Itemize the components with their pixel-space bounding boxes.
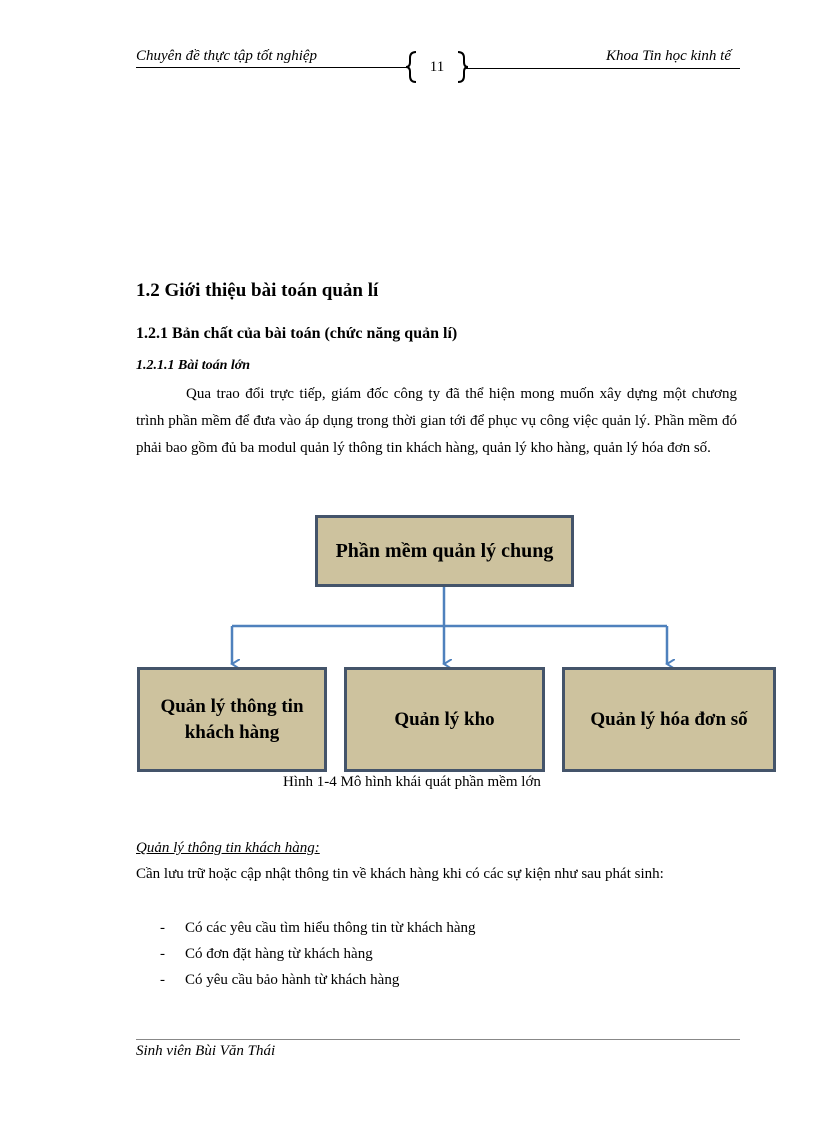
subsubsection-title: 1.2.1.1 Bài toán lớn bbox=[136, 358, 251, 373]
diagram-root-label: Phần mềm quản lý chung bbox=[335, 539, 554, 562]
bullet-dash: - bbox=[160, 920, 165, 936]
subsection-title: 1.2.1 Bản chất của bài toán (chức năng quản lí) bbox=[136, 325, 458, 342]
figure-caption: Hình 1-4 Mô hình khái quát phần mềm lớn bbox=[283, 774, 541, 790]
list-item-text: Có yêu cầu bảo hành từ khách hàng bbox=[185, 972, 400, 988]
list-item bbox=[160, 915, 476, 941]
diagram-invoice-box bbox=[562, 667, 776, 772]
header-left-title: Chuyên đề thực tập tốt nghiệp bbox=[136, 48, 318, 64]
header-right-title: Khoa Tin học kinh tế bbox=[606, 48, 731, 64]
diagram-warehouse-box bbox=[344, 667, 545, 772]
diagram-invoice-label: Quản lý hóa đơn số bbox=[590, 708, 748, 730]
list-item-text: Có các yêu cầu tìm hiểu thông tin từ khách hàng bbox=[185, 920, 476, 936]
diagram-warehouse-label: Quản lý kho bbox=[394, 708, 495, 730]
diagram-root-box bbox=[315, 515, 574, 587]
intro-paragraph: Qua trao đổi trực tiếp, giám đốc công ty đã thể hiện mong muốn xây dựng một chương trình phần mềm để đưa vào áp dụng trong thời gian tới để phục vụ công việc quản lý. Phần mềm đó phải bao gồm đủ ba modul quản lý thông tin khách hàng, quản lý kho hàng, quản lý hóa đơn số. bbox=[136, 386, 737, 456]
page-number: 11 bbox=[429, 59, 445, 75]
list-item bbox=[160, 941, 476, 967]
customer-section-title: Quản lý thông tin khách hàng: bbox=[136, 840, 320, 856]
customer-events-list bbox=[160, 915, 476, 993]
list-item bbox=[160, 967, 476, 993]
section-title: 1.2 Giới thiệu bài toán quản lí bbox=[136, 280, 379, 301]
bullet-dash: - bbox=[160, 972, 165, 988]
customer-section-body: Cần lưu trữ hoặc cập nhật thông tin về khách hàng khi có các sự kiện như sau phát sinh: bbox=[136, 866, 664, 882]
footer-rule bbox=[136, 1039, 740, 1040]
diagram-customer-label-line2: khách hàng bbox=[184, 721, 280, 743]
footer-author: Sinh viên Bùi Văn Thái bbox=[136, 1043, 276, 1059]
diagram-customer-label-line1: Quản lý thông tin bbox=[160, 695, 304, 717]
diagram-customer-box bbox=[137, 667, 327, 772]
list-item-text: Có đơn đặt hàng từ khách hàng bbox=[185, 946, 373, 962]
bullet-dash: - bbox=[160, 946, 165, 962]
